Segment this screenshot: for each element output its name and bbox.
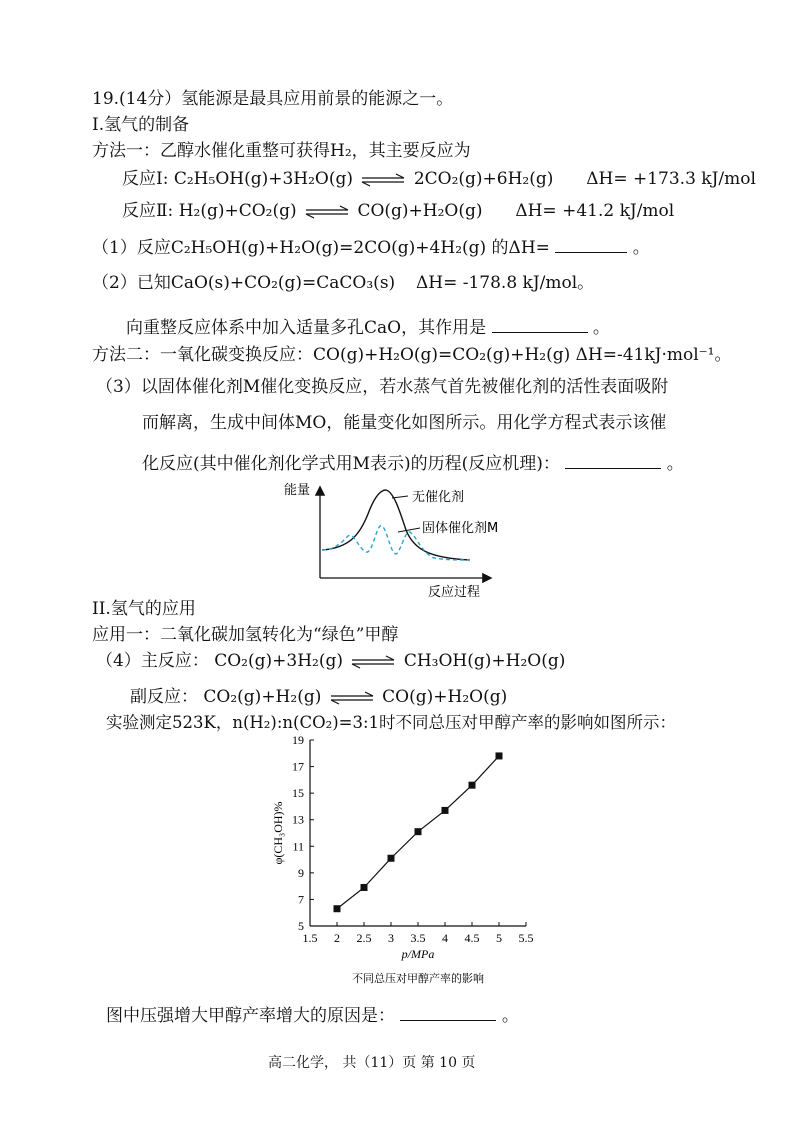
energy-xlabel: 反应过程 xyxy=(428,585,481,600)
reaction-1-label: 反应Ⅰ: xyxy=(122,169,169,189)
q4-question-suffix: 。 xyxy=(501,1006,519,1026)
chart-y-label: φ(CH₃OH)% xyxy=(271,801,285,865)
chart-data-point xyxy=(415,828,422,835)
reaction-2-dh: ΔH= +41.2 kJ/mol xyxy=(515,201,675,221)
question-header: 19.(14分）氢能源是最具应用前景的能源之一。 xyxy=(92,89,454,109)
chart-y-tick-label: 17 xyxy=(292,759,304,774)
equilibrium-arrow-icon xyxy=(304,205,350,219)
q4-main-left: CO₂(g)+3H₂(g) xyxy=(214,651,343,671)
equilibrium-arrow-icon xyxy=(360,173,406,187)
chart-y-tick-label: 7 xyxy=(298,892,304,907)
chart-y-tick-label: 13 xyxy=(292,812,304,827)
reaction-1-dh: ΔH= +173.3 kJ/mol xyxy=(586,169,756,189)
q4-main-reaction xyxy=(96,650,565,672)
q4-side-left: CO₂(g)+H₂(g) xyxy=(203,687,322,707)
q4-side-right: CO(g)+H₂O(g) xyxy=(382,687,508,707)
reaction-2-left: H₂(g)+CO₂(g) xyxy=(178,201,297,221)
chart-x-tick-label: 2.5 xyxy=(356,931,372,945)
question-1-suffix: 。 xyxy=(632,238,650,258)
answer-blank-4[interactable] xyxy=(400,1002,496,1021)
chart-data-point xyxy=(334,905,341,912)
reaction-2 xyxy=(122,200,674,222)
chart-y-tick-label: 15 xyxy=(292,786,304,801)
question-1 xyxy=(92,234,650,259)
question-3-line1: （3）以固体催化剂M催化变换反应，若水蒸气首先被催化剂的活性表面吸附 xyxy=(96,377,669,397)
answer-blank-2[interactable] xyxy=(492,314,588,333)
chart-y-tick-label: 5 xyxy=(298,919,304,933)
question-2-dh: ΔH= -178.8 kJ/mol。 xyxy=(415,273,595,293)
question-3-prompt: 化反应(其中催化剂化学式用M表示)的历程(反应机理)： xyxy=(142,454,560,474)
chart-x-tick-label: 4 xyxy=(442,931,448,945)
q4-side-label: 副反应： xyxy=(130,687,198,707)
question-3-line2: 而解离，生成中间体MO，能量变化如图所示。用化学方程式表示该催 xyxy=(142,413,667,433)
answer-blank-1[interactable] xyxy=(555,234,627,253)
equilibrium-arrow-icon xyxy=(329,691,375,705)
question-1-text: （1）反应C₂H₅OH(g)+H₂O(g)=2CO(g)+4H₂(g) 的ΔH= xyxy=(92,238,550,258)
part2-title: II.氢气的应用 xyxy=(92,599,196,619)
reaction-1-right: 2CO₂(g)+6H₂(g) xyxy=(413,169,554,189)
methanol-yield-chart xyxy=(270,730,540,992)
question-2-suffix: 。 xyxy=(592,318,610,338)
chart-x-tick-label: 4.5 xyxy=(464,931,480,945)
q4-experiment: 实验测定523K，n(H₂):n(CO₂)=3:1时不同总压对甲醇产率的影响如图所示： xyxy=(106,713,677,732)
chart-data-point xyxy=(442,807,449,814)
chart-x-tick-label: 1.5 xyxy=(302,931,318,945)
q4-question-text: 图中压强增大甲醇产率增大的原因是： xyxy=(106,1006,395,1026)
chart-x-tick-label: 5 xyxy=(496,931,502,945)
answer-blank-3[interactable] xyxy=(565,450,661,469)
chart-data-point xyxy=(469,782,476,789)
chart-title: 不同总压对甲醇产率的影响 xyxy=(352,973,484,985)
chart-x-tick-label: 3.5 xyxy=(410,931,426,945)
chart-data-point xyxy=(496,752,503,759)
reaction-2-label: 反应Ⅱ: xyxy=(122,201,174,221)
chart-y-tick-label: 9 xyxy=(298,865,304,880)
reaction-1 xyxy=(122,168,756,190)
q4-side-reaction xyxy=(130,686,507,708)
application1: 应用一：二氧化碳加氢转化为“绿色”甲醇 xyxy=(92,625,399,645)
energy-diagram xyxy=(280,474,510,602)
chart-data-point xyxy=(388,855,395,862)
chart-y-tick-label: 11 xyxy=(292,839,304,854)
question-3-suffix: 。 xyxy=(666,454,684,474)
reaction-1-left: C₂H₅OH(g)+3H₂O(g) xyxy=(173,169,354,189)
part1-title: I.氢气的制备 xyxy=(92,115,190,135)
chart-y-tick-label: 19 xyxy=(292,733,304,747)
equilibrium-arrow-icon xyxy=(350,655,396,669)
question-3-line3 xyxy=(142,450,684,475)
q4-main-right: CH₃OH(g)+H₂O(g) xyxy=(403,651,566,671)
chart-x-tick-label: 5.5 xyxy=(518,931,534,945)
chart-x-tick-label: 2 xyxy=(334,931,340,945)
page-footer: 高二化学， 共（11）页 第 10 页 xyxy=(268,1055,476,1071)
method2: 方法二：一氧化碳变换反应：CO(g)+H₂O(g)=CO₂(g)+H₂(g) ΔH=-41kJ·mol⁻¹。 xyxy=(92,345,732,365)
legend-uncatalyzed: 无催化剂 xyxy=(412,490,465,505)
q4-label: （4）主反应： xyxy=(96,651,209,671)
question-2 xyxy=(92,272,594,294)
question-2-prompt: 向重整反应体系中加入适量多孔CaO，其作用是 xyxy=(126,318,487,338)
reaction-2-right: CO(g)+H₂O(g) xyxy=(357,201,483,221)
q4-question xyxy=(106,1002,519,1027)
chart-data-point xyxy=(361,884,368,891)
question-2-line2 xyxy=(126,314,610,339)
chart-x-tick-label: 3 xyxy=(388,931,394,945)
energy-ylabel: 能量 xyxy=(284,483,311,498)
method1-intro: 方法一：乙醇水催化重整可获得H₂，其主要反应为 xyxy=(92,141,471,161)
question-2-text: （2）已知CaO(s)+CO₂(g)=CaCO₃(s) xyxy=(92,273,396,293)
chart-x-label: p/MPa xyxy=(401,947,435,961)
legend-catalyzed: 固体催化剂M xyxy=(422,521,499,536)
